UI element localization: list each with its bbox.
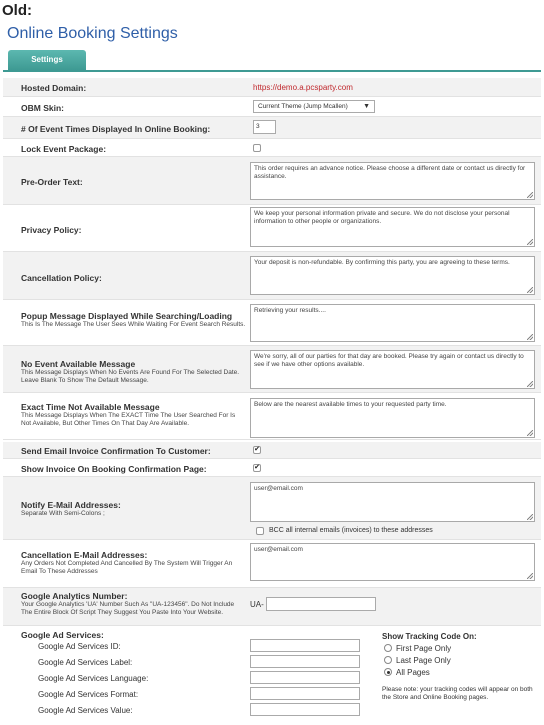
lock-package-label: Lock Event Package: bbox=[21, 144, 107, 154]
exact-time-textarea[interactable]: Below are the nearest available times to your requested party time. bbox=[250, 398, 535, 438]
radio-last-page[interactable] bbox=[384, 656, 392, 664]
ad-format-input[interactable] bbox=[250, 687, 360, 700]
privacy-textarea[interactable]: We keep your personal information private and secure. We do not disclose your personal information to other people or organizations. bbox=[250, 207, 535, 247]
analytics-row bbox=[3, 588, 541, 626]
popup-textarea[interactable]: Retrieving your results.... bbox=[250, 304, 535, 342]
ad-id-label: Google Ad Services ID: bbox=[38, 642, 121, 651]
send-email-label: Send Email Invoice Confirmation To Customer: bbox=[21, 446, 211, 456]
ad-language-input[interactable] bbox=[250, 671, 360, 684]
lock-package-row bbox=[3, 139, 541, 157]
notify-textarea[interactable]: user@email.com bbox=[250, 482, 535, 522]
analytics-prefix: UA- bbox=[250, 600, 264, 609]
radio-last-page-label: Last Page Only bbox=[396, 656, 451, 665]
ad-services-row bbox=[3, 626, 541, 725]
cancellation-row bbox=[3, 252, 541, 300]
bcc-label: BCC all internal emails (invoices) to these addresses bbox=[269, 527, 433, 534]
ad-value-input[interactable] bbox=[250, 703, 360, 716]
cancel-email-label: Cancellation E-Mail Addresses: bbox=[21, 550, 148, 560]
ad-label-input[interactable] bbox=[250, 655, 360, 668]
hosted-domain-value: https://demo.a.pcsparty.com bbox=[253, 83, 353, 92]
preorder-row bbox=[3, 157, 541, 205]
ad-language-label: Google Ad Services Language: bbox=[38, 674, 149, 683]
event-times-label: # Of Event Times Displayed In Online Booking: bbox=[21, 124, 211, 134]
obm-skin-selected: Current Theme (Jump Mcallen) bbox=[258, 103, 348, 110]
radio-first-page-label: First Page Only bbox=[396, 644, 452, 653]
analytics-sublabel: Your Google Analytics 'UA' Number Such As "UA-123456". Do Not Include The Entire Block Of Script They Suggest You Paste Into Your Website. bbox=[21, 601, 235, 616]
preorder-label: Pre-Order Text: bbox=[21, 177, 83, 187]
old-label: Old: bbox=[2, 2, 32, 19]
hosted-domain-label: Hosted Domain: bbox=[21, 83, 87, 93]
radio-all-pages[interactable] bbox=[384, 668, 392, 676]
send-email-row bbox=[3, 442, 541, 459]
tracking-note: Please note: your tracking codes will appear on both the Store and Online Booking pages. bbox=[382, 686, 533, 701]
page-title: Online Booking Settings bbox=[7, 25, 178, 42]
event-times-row bbox=[3, 117, 541, 139]
cancellation-textarea[interactable]: Your deposit is non-refundable. By confirming this party, you are agreeing to these terms. bbox=[250, 256, 535, 295]
obm-skin-row bbox=[3, 97, 541, 117]
obm-skin-label: OBM Skin: bbox=[21, 103, 64, 113]
ad-format-label: Google Ad Services Format: bbox=[38, 690, 139, 699]
privacy-row bbox=[3, 205, 541, 252]
exact-time-sublabel: This Message Displays When The EXACT Time The User Searched For Is Not Available, But Other Times On That Day Are Available. bbox=[21, 412, 236, 427]
hosted-domain-row bbox=[3, 78, 541, 97]
exact-time-row bbox=[3, 393, 541, 440]
event-times-input[interactable]: 3 bbox=[253, 120, 276, 134]
ad-value-label: Google Ad Services Value: bbox=[38, 706, 133, 715]
notify-label: Notify E-Mail Addresses: bbox=[21, 500, 121, 510]
no-event-sublabel: This Message Displays When No Events Are Found For The Selected Date. Leave Blank To Show The Default Message. bbox=[21, 369, 240, 384]
ad-services-label: Google Ad Services: bbox=[21, 630, 104, 640]
popup-label: Popup Message Displayed While Searching/Loading bbox=[21, 311, 233, 321]
popup-sublabel: This Is The Message The User Sees While Waiting For Event Search Results. bbox=[21, 321, 246, 328]
radio-first-page[interactable] bbox=[384, 644, 392, 652]
notify-row bbox=[3, 477, 541, 540]
cancel-email-label-block bbox=[21, 550, 241, 576]
send-email-checkbox[interactable]: ✔ bbox=[254, 446, 260, 453]
popup-row bbox=[3, 300, 541, 346]
exact-time-label: Exact Time Not Available Message bbox=[21, 402, 160, 412]
notify-sublabel: Separate With Semi-Colons ; bbox=[21, 510, 105, 517]
no-event-textarea[interactable]: We're sorry, all of our parties for that day are booked. Please try again or contact us directly to see if we have other options available. bbox=[250, 350, 535, 389]
show-invoice-row bbox=[3, 459, 541, 477]
privacy-label: Privacy Policy: bbox=[21, 225, 82, 235]
dropdown-arrow-icon: ▼ bbox=[363, 103, 370, 110]
no-event-row bbox=[3, 346, 541, 393]
popup-label-block bbox=[21, 311, 246, 329]
radio-all-pages-label: All Pages bbox=[396, 668, 430, 677]
show-invoice-label: Show Invoice On Booking Confirmation Page: bbox=[21, 464, 207, 474]
no-event-label: No Event Available Message bbox=[21, 359, 136, 369]
obm-skin-select[interactable] bbox=[253, 100, 375, 113]
cancel-email-sublabel: Any Orders Not Completed And Cancelled By The System Will Trigger An Email To These Addresses bbox=[21, 560, 233, 575]
cancellation-label: Cancellation Policy: bbox=[21, 273, 102, 283]
analytics-input[interactable] bbox=[266, 597, 376, 611]
lock-package-checkbox[interactable] bbox=[253, 144, 261, 152]
preorder-textarea[interactable]: This order requires an advance notice. Please choose a different date or contact us directly for assistance. bbox=[250, 162, 535, 200]
analytics-label: Google Analytics Number: bbox=[21, 591, 128, 601]
ad-id-input[interactable] bbox=[250, 639, 360, 652]
exact-time-label-block bbox=[21, 402, 241, 428]
analytics-label-block bbox=[21, 591, 246, 617]
ad-label-label: Google Ad Services Label: bbox=[38, 658, 133, 667]
cancel-email-textarea[interactable]: user@email.com bbox=[250, 543, 535, 581]
tracking-title: Show Tracking Code On: bbox=[382, 632, 477, 641]
no-event-label-block bbox=[21, 359, 241, 385]
show-invoice-checkbox[interactable]: ✔ bbox=[254, 464, 260, 471]
tab-underline bbox=[3, 70, 541, 72]
bcc-checkbox[interactable] bbox=[256, 527, 264, 535]
tab-settings[interactable]: Settings bbox=[8, 50, 86, 70]
cancel-email-row bbox=[3, 540, 541, 588]
notify-label-block bbox=[21, 500, 241, 518]
